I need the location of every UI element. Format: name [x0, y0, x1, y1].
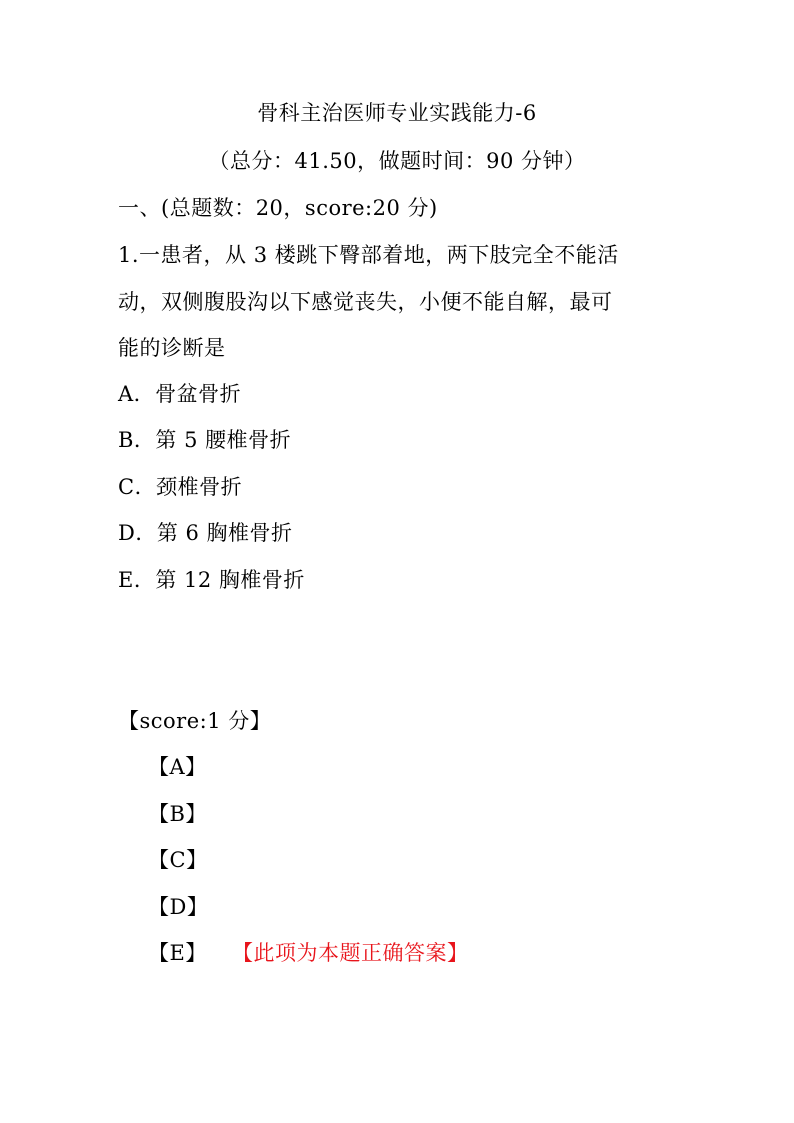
answer-choice-a: 【A】: [148, 755, 207, 779]
document-title: 骨科主治医师专业实践能力-6: [257, 101, 537, 125]
option-e: E．第 12 胸椎骨折: [118, 568, 305, 592]
question-text-line-2: 动，双侧腹股沟以下感觉丧失，小便不能自解，最可: [118, 290, 613, 314]
option-d: D．第 6 胸椎骨折: [118, 521, 293, 545]
option-c: C．颈椎骨折: [118, 475, 243, 499]
score-label: 【score:1 分】: [118, 709, 272, 733]
answer-choice-b: 【B】: [148, 802, 207, 826]
answer-choice-c: 【C】: [148, 848, 208, 872]
question-text-line-3: 能的诊断是: [118, 336, 226, 360]
correct-answer-note: 【此项为本题正确答案】: [232, 941, 469, 965]
option-b: B．第 5 腰椎骨折: [118, 428, 292, 452]
section-heading: 一、(总题数：20，score:20 分): [118, 196, 438, 220]
exam-meta: （总分：41.50，做题时间：90 分钟）: [208, 149, 586, 173]
question-text-line-1: 1.一患者，从 3 楼跳下臀部着地，两下肢完全不能活: [118, 243, 619, 267]
option-a: A．骨盆骨折: [118, 382, 242, 406]
answer-choice-d: 【D】: [148, 895, 209, 919]
answer-choice-e: 【E】: [148, 941, 207, 965]
